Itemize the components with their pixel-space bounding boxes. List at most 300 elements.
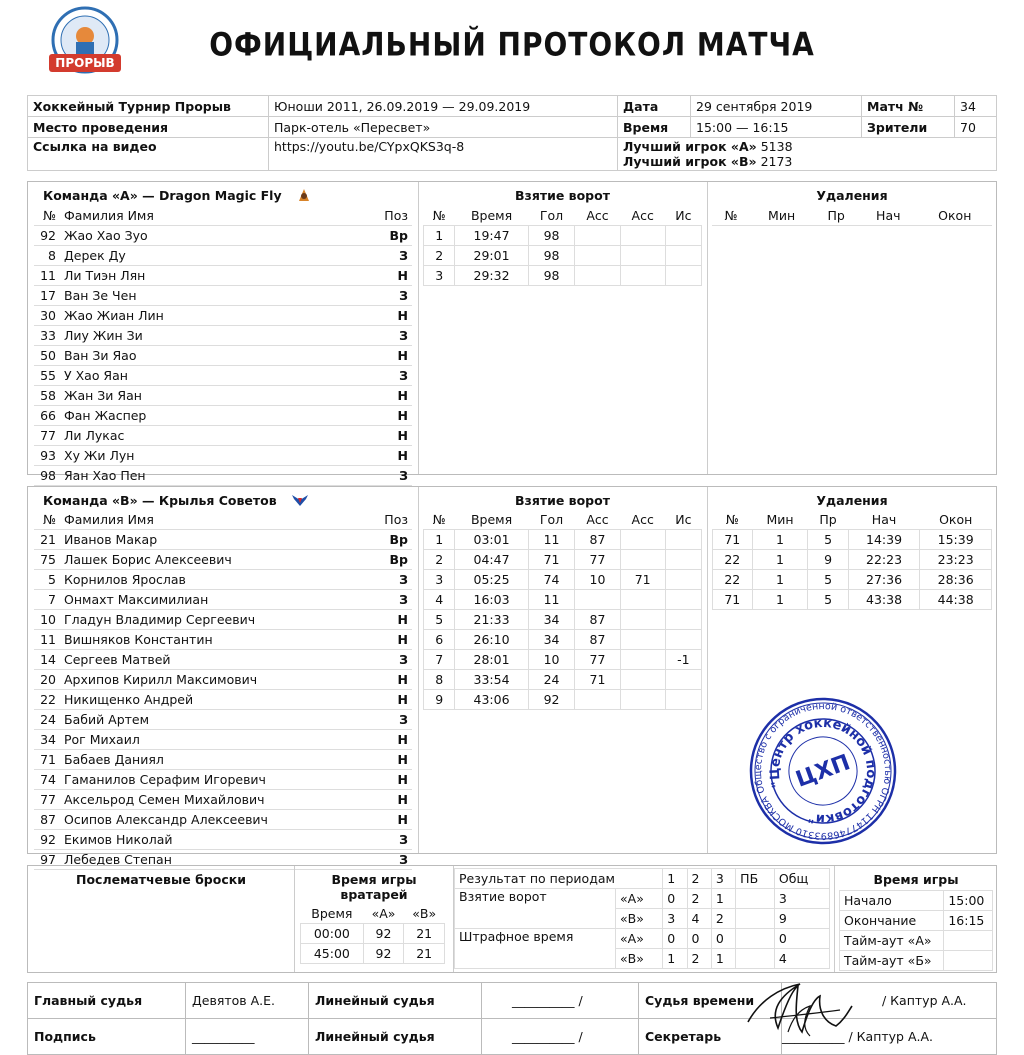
cell <box>665 226 701 246</box>
player-position: Н <box>366 770 412 790</box>
player-row <box>34 750 412 770</box>
player-name: Онмахт Максимилиан <box>60 590 366 610</box>
player-number: 34 <box>34 730 60 750</box>
period-column-header: 3 <box>711 869 735 889</box>
column-header: Пр <box>813 206 859 226</box>
player-row <box>34 570 412 590</box>
player-name: Жао Жиан Лин <box>60 306 332 326</box>
player-number: 17 <box>34 286 60 306</box>
goals-label: Взятие ворот <box>455 889 616 929</box>
best-a-label: Лучший игрок «А» <box>623 139 757 154</box>
player-name: Лашек Борис Алексеевич <box>60 550 366 570</box>
goal-row <box>424 550 702 570</box>
column-header: «В» <box>404 904 445 924</box>
player-name: Ли Тиэн Лян <box>60 266 332 286</box>
column-header: Асс <box>620 206 665 226</box>
player-number: 92 <box>34 830 60 850</box>
player-number: 11 <box>34 630 60 650</box>
player-number: 77 <box>34 790 60 810</box>
chief-referee-value: Девятов А.Е. <box>186 983 309 1019</box>
player-position: З <box>332 466 412 486</box>
cell: 23:23 <box>920 550 992 570</box>
player-row <box>34 710 412 730</box>
player-position: Н <box>366 810 412 830</box>
best-b-value: 2173 <box>760 154 793 169</box>
cell: 92 <box>363 924 404 944</box>
cell: 6 <box>424 630 455 650</box>
player-position: Н <box>366 630 412 650</box>
player-row <box>34 466 412 486</box>
cell: 1 <box>752 590 808 610</box>
cell <box>665 550 701 570</box>
cell: 34 <box>528 630 575 650</box>
cell: 21 <box>404 924 445 944</box>
cell: 7 <box>424 650 455 670</box>
player-position: З <box>366 830 412 850</box>
team-b-mark: «В» <box>616 949 663 969</box>
cell: 05:25 <box>455 570 528 590</box>
stamp-outer-text: Общество с ограниченной ответственностью ОГРН 1147746893310 МОСКВА <box>752 700 894 842</box>
cell <box>575 246 620 266</box>
player-position: Н <box>332 406 412 426</box>
player-number: 74 <box>34 770 60 790</box>
stamp-center-text: ЦХП <box>792 750 854 793</box>
team-b-title: Команда «В» — Крылья Советов <box>43 493 277 508</box>
goal-row <box>424 226 702 246</box>
player-name: Екимов Николай <box>60 830 366 850</box>
player-name: Ли Лукас <box>60 426 332 446</box>
penalty-row <box>713 550 992 570</box>
cell: 3 <box>424 570 455 590</box>
cell: 22 <box>713 570 753 590</box>
cell: 3 <box>424 266 455 286</box>
player-name: Никищенко Андрей <box>60 690 366 710</box>
cell: 71 <box>528 550 575 570</box>
player-position: Н <box>366 750 412 770</box>
cell: 77 <box>575 550 620 570</box>
cell: 10 <box>575 570 620 590</box>
player-position: Н <box>332 266 412 286</box>
sign-label: Подпись <box>28 1019 186 1055</box>
time-value: 15:00 — 16:15 <box>691 117 862 138</box>
cell: 21:33 <box>455 610 528 630</box>
tournament-value: Юноши 2011, 26.09.2019 — 29.09.2019 <box>269 96 618 117</box>
player-number: 8 <box>34 246 60 266</box>
cell: 2 <box>424 550 455 570</box>
cell: 98 <box>528 226 575 246</box>
player-number: 10 <box>34 610 60 630</box>
cell <box>620 226 665 246</box>
column-header: Мин <box>752 510 808 530</box>
team-a-section <box>27 181 997 483</box>
cell: 28:01 <box>455 650 528 670</box>
summary-section <box>27 865 997 973</box>
cell: 00:00 <box>301 924 364 944</box>
column-header: Окон <box>918 206 992 226</box>
cell: 29:01 <box>455 246 528 266</box>
cell: 98 <box>528 246 575 266</box>
cell: 1 <box>752 550 808 570</box>
time-label: Время <box>618 117 691 138</box>
cell: 44:38 <box>920 590 992 610</box>
player-name: Гаманилов Серафим Игоревич <box>60 770 366 790</box>
cell: 8 <box>424 670 455 690</box>
player-position: Н <box>332 306 412 326</box>
player-position: Н <box>366 610 412 630</box>
cell: 15:39 <box>920 530 992 550</box>
stamp-inner-text: "Центр хоккейной подготовки" <box>767 715 879 827</box>
cell: 1 <box>424 226 455 246</box>
player-position: Вр <box>366 530 412 550</box>
player-number: 7 <box>34 590 60 610</box>
goal-row <box>424 570 702 590</box>
player-name: Жан Зи Яан <box>60 386 332 406</box>
cell <box>620 266 665 286</box>
player-name: Яан Хао Пен <box>60 466 332 486</box>
player-position: Вр <box>366 550 412 570</box>
player-name: Гладун Владимир Сергеевич <box>60 610 366 630</box>
goal-row <box>424 590 702 610</box>
handwritten-signature <box>740 970 860 1050</box>
cell: 24 <box>528 670 575 690</box>
cell: 1 <box>752 570 808 590</box>
player-number: 14 <box>34 650 60 670</box>
goal-row <box>424 610 702 630</box>
player-position: З <box>366 710 412 730</box>
cell: 2 <box>424 246 455 266</box>
match-value: 34 <box>955 96 997 117</box>
cell <box>620 610 665 630</box>
cell: 22 <box>713 550 753 570</box>
cell <box>665 590 701 610</box>
cell: 5 <box>808 590 848 610</box>
player-name: Жао Хао Зуо <box>60 226 332 246</box>
cell <box>620 630 665 650</box>
cell: 04:47 <box>455 550 528 570</box>
logo-text: ПРОРЫВ <box>55 56 115 70</box>
player-row <box>34 426 412 446</box>
cell <box>620 246 665 266</box>
cell: 28:36 <box>920 570 992 590</box>
player-name: Архипов Кирилл Максимович <box>60 670 366 690</box>
cell: 9 <box>424 690 455 710</box>
video-link[interactable]: https://youtu.be/CYpxQKS3q-8 <box>269 138 618 171</box>
player-name: Лиу Жин Зи <box>60 326 332 346</box>
player-row <box>34 630 412 650</box>
player-position: З <box>332 246 412 266</box>
pim-label: Штрафное время <box>455 929 616 969</box>
player-position: З <box>366 590 412 610</box>
player-name: Рог Михаил <box>60 730 366 750</box>
periods-title: Результат по периодам <box>455 869 663 889</box>
period-results: Результат по периодам 1 2 3 ПБ Общ Взятие ворот «А» 0 2 1 3 «В» 3 4 2 9 Штрафное время «А» 0 0 0 0 «В» 1 2 1 4 <box>454 868 830 969</box>
cell <box>665 630 701 650</box>
cell <box>575 226 620 246</box>
cell: 11 <box>528 590 575 610</box>
goal-row <box>424 630 702 650</box>
cell <box>620 590 665 610</box>
player-position: З <box>332 286 412 306</box>
cell <box>620 690 665 710</box>
cell: 11 <box>528 530 575 550</box>
linesman-1-label: Линейный судья <box>309 983 482 1019</box>
cell: 92 <box>528 690 575 710</box>
cell: 1 <box>752 530 808 550</box>
player-number: 5 <box>34 570 60 590</box>
player-number: 30 <box>34 306 60 326</box>
player-number: 22 <box>34 690 60 710</box>
timekeeper-value: / Каптур А.А. <box>782 983 997 1019</box>
cell <box>665 570 701 590</box>
player-position: Вр <box>332 226 412 246</box>
cell: 71 <box>713 590 753 610</box>
period-column-header: 1 <box>663 869 687 889</box>
player-row <box>34 670 412 690</box>
col-name: Фамилия Имя <box>60 206 332 226</box>
team-b-mark: «В» <box>616 909 663 929</box>
timekeeper-label: Судья времени <box>639 983 782 1019</box>
player-number: 55 <box>34 366 60 386</box>
cell <box>620 550 665 570</box>
team-b-penalties-title: Удаления <box>816 493 888 508</box>
penalty-row <box>713 590 992 610</box>
cell <box>575 266 620 286</box>
player-name: Вишняков Константин <box>60 630 366 650</box>
goal-row <box>424 266 702 286</box>
player-position: Н <box>366 790 412 810</box>
venue-label: Место проведения <box>28 117 269 138</box>
cell: 10 <box>528 650 575 670</box>
cell <box>665 246 701 266</box>
player-name: Бабий Артем <box>60 710 366 730</box>
team-b-goals-title: Взятие ворот <box>515 493 610 508</box>
page-title: ОФИЦИАЛЬНЫЙ ПРОТОКОЛ МАТЧА <box>209 25 815 64</box>
player-row <box>34 650 412 670</box>
cell: 74 <box>528 570 575 590</box>
player-number: 93 <box>34 446 60 466</box>
cell: 87 <box>575 530 620 550</box>
player-position: Н <box>366 730 412 750</box>
cell <box>665 266 701 286</box>
cell: 87 <box>575 630 620 650</box>
spectators-value: 70 <box>955 117 997 138</box>
player-row <box>34 266 412 286</box>
goal-row <box>424 246 702 266</box>
cell: 43:06 <box>455 690 528 710</box>
linesman-2-label: Линейный судья <box>309 1019 482 1055</box>
team-a-penalties-title: Удаления <box>816 188 888 203</box>
player-number: 50 <box>34 346 60 366</box>
penalty-row <box>713 570 992 590</box>
player-row <box>34 550 412 570</box>
player-position: Н <box>332 426 412 446</box>
player-number: 92 <box>34 226 60 246</box>
column-header: № <box>424 206 455 226</box>
cell: 27:36 <box>848 570 920 590</box>
penalty-row <box>713 530 992 550</box>
col-pos: Поз <box>366 510 412 530</box>
secretary-value: __________ / Каптур А.А. <box>782 1019 997 1055</box>
goal-row <box>424 650 702 670</box>
player-name: Ван Зе Чен <box>60 286 332 306</box>
col-num: № <box>34 206 60 226</box>
player-row <box>34 446 412 466</box>
match-header <box>27 95 997 171</box>
cell: 16:03 <box>455 590 528 610</box>
player-position: Н <box>332 346 412 366</box>
player-row <box>34 690 412 710</box>
cell: 87 <box>575 610 620 630</box>
goal-row <box>424 530 702 550</box>
team-a-goals-title: Взятие ворот <box>515 188 610 203</box>
best-b-label: Лучший игрок «В» <box>623 154 757 169</box>
match-label: Матч № <box>862 96 955 117</box>
cell: 5 <box>424 610 455 630</box>
cell <box>665 690 701 710</box>
player-row <box>34 790 412 810</box>
player-name: Сергеев Матвей <box>60 650 366 670</box>
date-value: 29 сентября 2019 <box>691 96 862 117</box>
column-header: Нач <box>859 206 918 226</box>
goal-row <box>424 670 702 690</box>
cell: 4 <box>424 590 455 610</box>
cell <box>665 670 701 690</box>
column-header: Мин <box>750 206 813 226</box>
player-row <box>34 346 412 366</box>
player-row <box>34 810 412 830</box>
cell: 14:39 <box>848 530 920 550</box>
player-position: З <box>332 366 412 386</box>
column-header: Нач <box>848 510 920 530</box>
player-number: 21 <box>34 530 60 550</box>
player-number: 98 <box>34 466 60 486</box>
player-number: 77 <box>34 426 60 446</box>
column-header: № <box>424 510 455 530</box>
cell: 34 <box>528 610 575 630</box>
cell: 19:47 <box>455 226 528 246</box>
player-name: Осипов Александр Алексеевич <box>60 810 366 830</box>
cell: 71 <box>575 670 620 690</box>
cell: 1 <box>424 530 455 550</box>
cell <box>620 670 665 690</box>
player-row <box>34 830 412 850</box>
player-name: Фан Жаспер <box>60 406 332 426</box>
col-name: Фамилия Имя <box>60 510 366 530</box>
player-number: 58 <box>34 386 60 406</box>
player-position: Н <box>366 690 412 710</box>
sign-value: __________ <box>186 1019 309 1055</box>
player-row <box>34 386 412 406</box>
player-name: Лебедев Степан <box>60 850 366 870</box>
best-a-value: 5138 <box>760 139 793 154</box>
player-number: 33 <box>34 326 60 346</box>
team-a-mark: «А» <box>616 889 663 909</box>
column-header: Гол <box>528 206 575 226</box>
cell: 26:10 <box>455 630 528 650</box>
goal-row <box>424 690 702 710</box>
column-header: № <box>713 510 753 530</box>
period-column-header: ПБ <box>736 869 775 889</box>
player-name: Ху Жи Лун <box>60 446 332 466</box>
team-a-mark: «А» <box>616 929 663 949</box>
cell: 71 <box>620 570 665 590</box>
cell: 77 <box>575 650 620 670</box>
period-column-header: Общ <box>774 869 829 889</box>
player-row <box>34 406 412 426</box>
venue-value: Парк-отель «Пересвет» <box>269 117 618 138</box>
column-header: Ис <box>665 510 701 530</box>
player-position: Н <box>366 670 412 690</box>
shootout-title: Послематчевые броски <box>75 872 246 887</box>
cell: 21 <box>404 944 445 964</box>
col-pos: Поз <box>332 206 412 226</box>
cell <box>620 650 665 670</box>
chief-referee-label: Главный судья <box>28 983 186 1019</box>
official-stamp <box>748 696 898 846</box>
cell: 98 <box>528 266 575 286</box>
player-name: Аксельрод Семен Михайлович <box>60 790 366 810</box>
player-row <box>34 590 412 610</box>
player-row <box>34 366 412 386</box>
cell <box>575 690 620 710</box>
player-row <box>34 286 412 306</box>
cell: 5 <box>808 530 848 550</box>
player-row <box>34 770 412 790</box>
team-b-emblem-icon <box>291 492 309 511</box>
cell: -1 <box>665 650 701 670</box>
cell: 9 <box>808 550 848 570</box>
cell <box>665 610 701 630</box>
player-number: 71 <box>34 750 60 770</box>
cell: 45:00 <box>301 944 364 964</box>
player-number: 75 <box>34 550 60 570</box>
cell: 92 <box>363 944 404 964</box>
player-number: 20 <box>34 670 60 690</box>
column-header: Асс <box>620 510 665 530</box>
secretary-label: Секретарь <box>639 1019 782 1055</box>
goalie-row <box>301 924 445 944</box>
column-header: Асс <box>575 510 620 530</box>
player-row <box>34 246 412 266</box>
player-name: Бабаев Даниял <box>60 750 366 770</box>
game-time-title: Время игры <box>873 872 959 887</box>
team-a-emblem-icon <box>296 187 312 206</box>
spectators-label: Зрители <box>862 117 955 138</box>
cell: 22:23 <box>848 550 920 570</box>
player-row <box>34 730 412 750</box>
tournament-label: Хоккейный Турнир Прорыв <box>28 96 269 117</box>
column-header: Ис <box>665 206 701 226</box>
player-position: Н <box>332 446 412 466</box>
player-name: Ван Зи Яао <box>60 346 332 366</box>
column-header: Гол <box>528 510 575 530</box>
player-position: З <box>332 326 412 346</box>
player-position: З <box>366 850 412 870</box>
player-position: З <box>366 570 412 590</box>
player-name: Корнилов Ярослав <box>60 570 366 590</box>
video-label: Ссылка на видео <box>28 138 269 171</box>
cell: 03:01 <box>455 530 528 550</box>
player-number: 66 <box>34 406 60 426</box>
player-name: Иванов Макар <box>60 530 366 550</box>
player-row <box>34 306 412 326</box>
goalie-time-title: Время игры вратарей <box>331 872 417 902</box>
linesman-1-value: __________ / <box>482 983 639 1019</box>
column-header: Время <box>455 206 528 226</box>
player-position: Н <box>332 386 412 406</box>
player-number: 87 <box>34 810 60 830</box>
linesman-2-value: __________ / <box>482 1019 639 1055</box>
